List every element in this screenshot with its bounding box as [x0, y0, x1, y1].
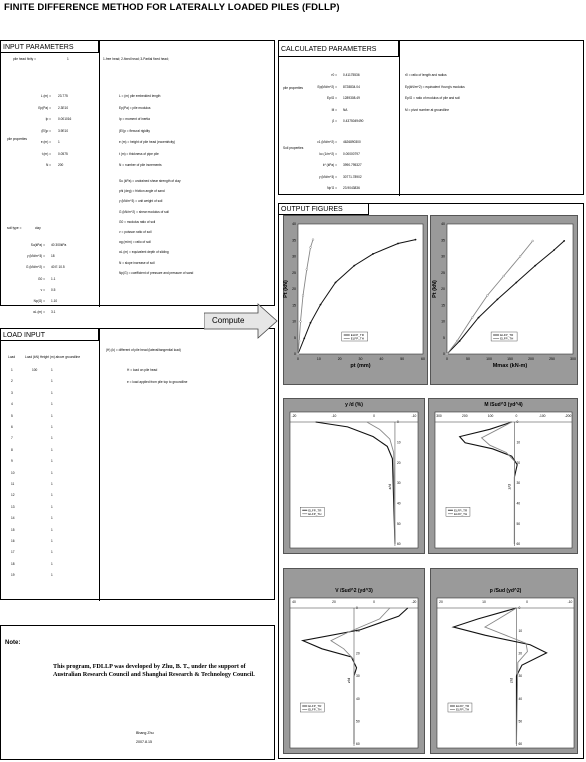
pt-y-tick: 10	[292, 319, 296, 324]
load-row-number: 5	[11, 413, 13, 418]
pile-head-desc: 1-free head; 2-fixed head; 3-Partial fixed head;	[103, 57, 169, 61]
load-row-height[interactable]: 1	[51, 447, 53, 452]
soil-type-value[interactable]: clay	[35, 226, 41, 230]
v-y-tick: 50	[356, 719, 360, 724]
note-author: Bhang Zhu	[136, 731, 154, 735]
mmax-point-light	[446, 353, 448, 355]
calc-pile-symbol: Ep/G =	[326, 96, 337, 100]
soil-param-desc: Np(G) = coefficient of pressure and pressure of sand	[119, 270, 194, 275]
load-row-number: 3	[11, 390, 13, 395]
calc-pile-desc: r0 = ratio of length and radius	[405, 73, 447, 77]
load-row-number: 2	[11, 379, 13, 384]
mmax-y-tick: 25	[441, 270, 445, 275]
load-row-number: 19	[11, 573, 15, 578]
pt-y-tick: 35	[292, 238, 296, 243]
mmax-point-dark	[478, 317, 480, 319]
load-row-number: 8	[11, 447, 13, 452]
m-x-tick: 200	[462, 414, 468, 418]
load-row-height[interactable]: 1	[51, 550, 53, 555]
pt-x-tick: 50	[400, 357, 405, 361]
load-row-number: 12	[11, 493, 15, 498]
pile-param-symbol: Ep(Pa) =	[38, 105, 51, 110]
m-x-tick: 0	[515, 414, 518, 418]
pt-point-light	[306, 269, 308, 271]
soil-param-symbol: γ (kN/m^3) =	[26, 254, 45, 259]
load-row-height[interactable]: 1	[51, 493, 53, 498]
calc-pile-symbol: Ep(kN/m^2) =	[317, 84, 337, 89]
calc-soil-symbol: kc (1/m^2) =	[319, 151, 337, 156]
soil-param-value[interactable]: 0.5	[51, 287, 56, 292]
load-row-height[interactable]: 1	[51, 390, 53, 395]
pile-param-value[interactable]: 3.9E10	[58, 128, 69, 133]
calc-pile-desc: Ep(kN/m^2) = equivalent Young's modulus	[405, 84, 465, 89]
pt-y-tick: 15	[292, 303, 296, 308]
soil-param-value[interactable]: 1.10	[51, 299, 58, 303]
calc-pile-symbol: M =	[331, 107, 337, 112]
mmax-y-tick: 10	[441, 319, 445, 324]
y-y-tick: 10	[396, 440, 401, 445]
mmax-point-dark	[563, 240, 565, 242]
mmax-x-tick: 50	[466, 357, 470, 361]
v-legend-label-dark: ELFP_TR	[308, 704, 322, 709]
mmax-point-light	[503, 275, 505, 277]
pt-legend-label-light: ELFP_TH	[350, 336, 364, 341]
calc-soil-symbol: γ (kN/m^3) =	[318, 174, 337, 179]
load-row-height[interactable]: 1	[51, 504, 53, 509]
load-row-number: 10	[11, 470, 15, 475]
v-legend-label-light: ELFP_TH	[308, 707, 322, 712]
load-row-number: 16	[11, 539, 15, 543]
pt-point-dark	[353, 265, 355, 267]
load-row-height[interactable]: 1	[51, 573, 53, 578]
p-y-tick: 0	[518, 606, 521, 611]
y-x-tick: -10	[411, 414, 417, 418]
mmax-x-tick: 300	[570, 357, 576, 361]
soil-param-desc: γ (kN/m^3) = unit weight of soil	[119, 199, 163, 204]
pt-x-tick: 30	[358, 357, 363, 361]
pt-point-dark	[397, 243, 399, 245]
m-x-tick: -200	[564, 414, 572, 418]
pile-param-value[interactable]: 2.3E10	[58, 105, 69, 110]
mmax-point-light	[471, 317, 473, 319]
load-row-height[interactable]: 1	[51, 470, 53, 475]
pt-point-light	[297, 353, 299, 355]
calc-pile-desc: M = pivot number at groundline	[405, 107, 450, 112]
mmax-y-tick: 35	[441, 238, 445, 243]
y-y-tick: 50	[396, 521, 401, 526]
calc-soil-symbol: ε1 (kN/m^2) =	[317, 140, 337, 144]
pt-point-light	[302, 295, 304, 297]
pile-param-value[interactable]: 0.001016	[58, 117, 72, 121]
p-x-tick: -10	[567, 600, 573, 604]
mmax-x-label: Mmax (kN-m)	[492, 363, 528, 369]
pile-head-value[interactable]: 1	[67, 57, 69, 61]
p-x-tick: 20	[439, 600, 443, 604]
p-legend-label-light: ELFP_TH	[455, 707, 470, 712]
calc-soil-value: 30771.78902	[343, 174, 362, 179]
load-desc-line: (H) (k) = different of pile head (lateral/tangential load)	[106, 348, 181, 352]
p-x-tick: 10	[482, 600, 486, 604]
calc-pile-value: 8728834.04	[343, 84, 360, 89]
p-y-tick: 10	[518, 628, 523, 633]
p-y-tick: 30	[518, 674, 523, 679]
calc-pile-symbol: β =	[332, 119, 337, 123]
y-y-label: z/d	[386, 484, 392, 490]
v-y-tick: 20	[356, 651, 360, 656]
load-row-height[interactable]: 1	[51, 425, 53, 429]
mmax-y-tick: 15	[441, 303, 445, 308]
note-label: Note:	[5, 640, 21, 646]
soil-param-symbol: Np(G) =	[33, 299, 45, 303]
mmax-point-dark	[534, 265, 536, 267]
soil-param-desc: Su (kPa) = undrained shear strength of clay	[119, 179, 181, 183]
mmax-point-light	[486, 295, 488, 297]
soil-param-value[interactable]: 18	[51, 254, 55, 259]
mmax-y-tick: 0	[443, 352, 445, 357]
load-desc-line: e = load applied from pile top to groundline	[127, 380, 188, 384]
soil-param-value[interactable]: 3.1	[51, 310, 56, 315]
mmax-y-tick: 20	[441, 287, 445, 292]
y-y-tick: 20	[396, 460, 401, 465]
pt-point-light	[310, 247, 312, 249]
p-x-tick: 0	[526, 600, 528, 604]
load-row-number: 7	[11, 436, 13, 441]
load-row-number: 15	[11, 527, 15, 532]
m-y-tick: 40	[516, 501, 521, 506]
input-parameters-header: INPUT PARAMETERS	[3, 44, 74, 51]
m-title: M /Sud^3 (yd^4)	[484, 402, 523, 408]
soil-param-desc: N = slope increase of soil	[119, 260, 155, 265]
mmax-point-dark	[553, 249, 555, 251]
soil-param-desc: G (kN/m^2) = shear modulus of soil	[119, 209, 169, 214]
pt-point-light	[298, 340, 300, 342]
pile-param-desc: Ip = moment of inertia	[119, 117, 150, 121]
soil-param-value[interactable]: 1.1	[51, 276, 56, 281]
calc-soil-symbol: k* (kPa) =	[322, 163, 337, 167]
load-row-height[interactable]: 1	[51, 527, 53, 532]
load-row-height[interactable]: 1	[51, 539, 53, 543]
pile-param-symbol: t (m) =	[41, 151, 51, 156]
m-y-tick: 50	[516, 521, 521, 526]
pt-point-dark	[320, 304, 322, 306]
load-row-value[interactable]: 100	[32, 368, 38, 372]
depth-col-header: Load (kN) Height (m) above groundline	[25, 355, 81, 359]
m-legend-label-light: ELFP_TH	[453, 511, 468, 516]
v-x-tick: 40	[292, 600, 296, 604]
y-y-tick: 30	[396, 481, 401, 486]
y-title: y /d (%)	[345, 402, 363, 408]
pt-point-light	[300, 321, 302, 323]
v-y-tick: 60	[356, 742, 360, 747]
calc-soil-value: 4626890300	[343, 140, 361, 144]
soil-param-desc: αL (m) = equivalent depth of sliding	[119, 250, 169, 255]
soil-param-symbol: αL (m) =	[33, 310, 45, 315]
load-row-height[interactable]: 1	[51, 459, 53, 464]
mmax-point-dark	[515, 282, 517, 284]
y-legend-label-light: ELFP_TH	[308, 511, 322, 516]
pt-y-tick: 20	[292, 287, 296, 292]
v-x-tick: 0	[373, 600, 375, 604]
v-y-tick: 10	[356, 628, 360, 633]
note-date: 2007.8.15	[136, 740, 152, 744]
pile-param-value[interactable]: 23.775	[58, 94, 68, 98]
load-row-number: 9	[11, 459, 13, 464]
pile-param-value[interactable]: 0.0575	[58, 151, 68, 156]
m-x-tick: -100	[538, 414, 546, 418]
pt-point-dark	[310, 322, 312, 324]
calc-pile-value: 1289308.49	[343, 96, 360, 100]
m-y-tick: 20	[516, 460, 521, 465]
load-row-height[interactable]: 1	[51, 561, 53, 566]
pile-param-desc: L = (m) pile embedded length	[119, 94, 161, 98]
v-y-tick: 30	[356, 674, 360, 679]
pile-param-symbol: (EI)p =	[41, 128, 51, 133]
pt-point-dark	[303, 338, 305, 340]
load-input-header: LOAD INPUT	[3, 332, 46, 339]
y-x-tick: -20	[291, 414, 297, 418]
pt-legend-label-dark: ELFP_TR	[350, 333, 364, 338]
load-row-number: 1	[11, 368, 13, 372]
pt-y-tick: 5	[294, 335, 296, 340]
pt-y-tick: 30	[292, 254, 296, 259]
note-text: This program, FDLLP was developed by Zhu, B. T., under the support of Australian Research Council and Shanghai Research & Technology Council.	[53, 663, 255, 678]
soil-param-value[interactable]: 40 300kPa	[51, 243, 67, 247]
v-x-tick: -20	[411, 600, 417, 604]
m-x-tick: 300	[436, 414, 442, 418]
pt-point-dark	[415, 239, 417, 241]
load-row-number: 17	[11, 550, 15, 555]
pt-y-tick: 0	[294, 352, 296, 357]
soil-param-desc: ν = poisson ratio of soil	[119, 230, 152, 234]
calc-soil-value: 23.9043836	[343, 186, 360, 190]
load-row-height[interactable]: 1	[51, 516, 53, 521]
v-y-tick: 40	[356, 696, 360, 701]
pile-param-symbol: L (m) =	[40, 94, 51, 98]
load-row-number: 6	[11, 425, 13, 429]
mmax-x-tick: 100	[486, 357, 492, 361]
compute-label: Compute	[212, 316, 245, 325]
load-row-height[interactable]: 1	[51, 482, 53, 486]
p-y-tick: 40	[518, 696, 523, 701]
calc-pile-label: pile properties	[283, 86, 304, 90]
pt-y-tick: 25	[292, 270, 296, 275]
y-y-tick: 60	[396, 542, 401, 547]
y-x-tick: -10	[331, 414, 337, 418]
mmax-x-tick: 150	[507, 357, 513, 361]
m-y-tick: 30	[516, 481, 521, 486]
mmax-legend-label-light: ELFP_TH	[500, 336, 514, 341]
soil-param-desc: αg (m/m) = ratio of soil	[119, 240, 151, 245]
m-y-tick: 60	[516, 542, 521, 547]
y-plot-area	[290, 412, 418, 548]
pt-point-dark	[372, 253, 374, 255]
load-row-number: 4	[11, 402, 13, 407]
output-figures-header: OUTPUT FIGURES	[281, 206, 343, 213]
y-x-tick: 0	[373, 414, 375, 418]
y-y-tick: 40	[396, 501, 401, 506]
load-row-number: 14	[11, 516, 15, 521]
m-y-label: z/d	[506, 484, 512, 490]
mmax-point-light	[532, 240, 534, 242]
mmax-x-tick: 0	[446, 357, 448, 361]
v-y-label: z/d	[346, 677, 351, 684]
pt-x-tick: 10	[316, 357, 321, 361]
pile-param-value[interactable]: 200	[58, 163, 64, 167]
calculated-parameters-header: CALCULATED PARAMETERS	[281, 46, 377, 53]
calc-soil-value: 3990.795327	[343, 163, 362, 167]
load-row-number: 11	[11, 482, 15, 486]
soil-param-symbol: G0 =	[38, 276, 45, 281]
p-y-tick: 60	[518, 742, 523, 747]
p-y-tick: 20	[518, 651, 523, 656]
pile-param-value[interactable]: 1	[58, 140, 60, 144]
load-row-height[interactable]: 1	[51, 379, 53, 384]
mmax-legend-label-dark: ELFP_TR	[500, 333, 514, 338]
load-col-header: Load	[8, 355, 16, 359]
m-y-tick: 10	[516, 440, 521, 445]
calc-pile-value: 0.41175536	[343, 73, 360, 77]
soil-param-desc: phi (deg) = friction angle of sand	[119, 189, 165, 194]
mmax-y-tick: 30	[441, 254, 445, 259]
pile-param-desc: e (m) = height of pile head (eccentricity)	[119, 140, 176, 144]
calc-pile-value: NA	[343, 107, 348, 112]
pt-point-light	[312, 239, 314, 241]
pile-param-desc: (EI)p = flexural rigidity	[119, 128, 150, 133]
calc-soil-symbol: Np'G =	[327, 186, 337, 190]
p-y-label: z/d	[508, 677, 514, 684]
pt-x-tick: 20	[337, 357, 342, 361]
load-row-height[interactable]: 1	[51, 436, 53, 441]
load-row-height[interactable]: 1	[51, 368, 53, 372]
calc-pile-symbol: r0 =	[331, 73, 337, 77]
pt-x-tick: 0	[297, 357, 299, 361]
load-row-number: 18	[11, 561, 15, 566]
pile-properties-label: pile properties	[7, 137, 28, 141]
mmax-point-light	[456, 340, 458, 342]
pt-x-tick: 40	[379, 357, 384, 361]
pile-param-symbol: N =	[45, 163, 51, 167]
calc-soil-label: Soil properties	[283, 146, 304, 150]
p-y-tick: 50	[518, 719, 523, 724]
pt-y-label: Pt (kN)	[283, 280, 289, 298]
soil-param-value[interactable]: 40 E 10.5	[51, 265, 65, 270]
p-title: p /Sud (yd^2)	[489, 588, 522, 594]
m-plot-area	[435, 412, 572, 548]
mmax-point-dark	[459, 340, 461, 342]
pile-param-desc: Ep(Pa) = pile modulus	[119, 105, 151, 110]
soil-type-label: soil type =	[7, 226, 22, 230]
m-legend-label-dark: ELFP_TR	[453, 508, 468, 513]
y-y-tick: 0	[396, 420, 399, 425]
load-row-number: 13	[11, 504, 15, 509]
soil-param-symbol: ν =	[40, 287, 45, 292]
load-row-height[interactable]: 1	[51, 413, 53, 418]
y-legend-label-dark: ELFP_TR	[308, 508, 322, 513]
soil-param-symbol: Su(kPa) =	[30, 243, 45, 247]
load-desc-line: H = load on pile head	[127, 368, 158, 372]
v-title: V /Sud^2 (yd^3)	[335, 588, 373, 594]
v-x-tick: 20	[332, 600, 336, 604]
pile-head-label: pile head fixity =	[13, 57, 36, 61]
mmax-y-tick: 5	[443, 335, 445, 340]
calc-pile-desc: Ep/G = ratio of modulus of pile and soil	[405, 96, 460, 100]
p-legend-label-dark: ELFP_TR	[455, 704, 470, 709]
soil-param-symbol: G (kN/m^2) =	[26, 265, 45, 270]
pile-param-symbol: e (m) =	[40, 140, 51, 144]
v-y-tick: 0	[356, 606, 358, 611]
m-x-tick: 100	[487, 414, 494, 418]
calc-soil-value: 0.00000797	[343, 151, 360, 156]
p-plot-area	[437, 598, 574, 748]
mmax-x-tick: 250	[549, 357, 555, 361]
mmax-y-tick: 40	[441, 222, 445, 227]
page-title: FINITE DIFFERENCE METHOD FOR LATERALLY LOADED PILES (FDLLP)	[4, 2, 340, 13]
pt-y-tick: 40	[292, 222, 296, 227]
pile-param-desc: N = number of pile increments	[119, 163, 162, 167]
pt-x-label: pt (mm)	[350, 363, 371, 369]
mmax-point-dark	[497, 299, 499, 301]
soil-param-desc: G0 = modulus ratio of soil	[119, 219, 156, 224]
m-y-tick: 0	[516, 420, 519, 425]
mmax-point-light	[519, 256, 521, 258]
pile-param-desc: t (m) = thickness of pipe pile	[119, 151, 159, 156]
load-row-height[interactable]: 1	[51, 402, 53, 407]
pt-point-dark	[335, 282, 337, 284]
mmax-x-tick: 200	[528, 357, 534, 361]
pt-x-tick: 60	[421, 357, 425, 361]
calc-pile-value: 0.4375049490	[343, 119, 364, 123]
mmax-y-label: Pt (kN)	[432, 280, 438, 298]
pile-param-symbol: Ip =	[45, 117, 51, 121]
